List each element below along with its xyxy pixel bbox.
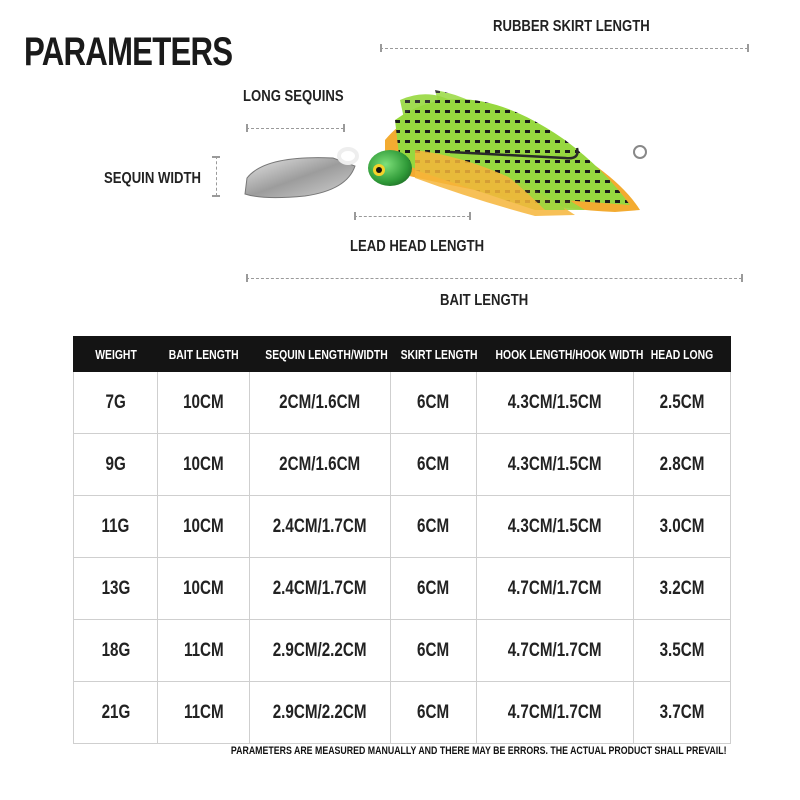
cell-bait-length: 10CM <box>158 558 250 620</box>
cell-weight: 11G <box>74 496 158 558</box>
chatterbait-lure-image <box>235 60 655 230</box>
hook-eye-icon <box>634 146 646 158</box>
sequin-width-dimension-line <box>216 156 217 196</box>
header-weight: WEIGHT <box>74 337 158 372</box>
cell-bait-length: 11CM <box>158 682 250 744</box>
dimension-tick <box>246 274 248 282</box>
cell-skirt: 6CM <box>391 496 477 558</box>
dimension-tick <box>741 274 743 282</box>
cell-head: 3.5CM <box>634 620 731 682</box>
header-skirt-length: SKIRT LENGTH <box>391 337 477 372</box>
dimension-tick <box>212 156 220 158</box>
cell-head: 2.8CM <box>634 434 731 496</box>
page-title: PARAMETERS <box>24 30 233 74</box>
snap-ring-icon <box>339 149 357 163</box>
cell-head: 3.2CM <box>634 558 731 620</box>
table-row <box>74 558 731 620</box>
cell-bait-length: 10CM <box>158 434 250 496</box>
dimension-tick <box>747 44 749 52</box>
cell-weight: 7G <box>74 372 158 434</box>
blade-icon <box>245 158 355 198</box>
cell-head: 2.5CM <box>634 372 731 434</box>
cell-sequin: 2.4CM/1.7CM <box>250 558 391 620</box>
table-row <box>74 496 731 558</box>
table-row <box>74 682 731 744</box>
cell-hook: 4.3CM/1.5CM <box>477 496 634 558</box>
header-head-long: HEAD LONG <box>634 337 731 372</box>
cell-skirt: 6CM <box>391 620 477 682</box>
cell-head: 3.0CM <box>634 496 731 558</box>
cell-sequin: 2.4CM/1.7CM <box>250 496 391 558</box>
spec-table <box>73 336 731 744</box>
disclaimer-note: PARAMETERS ARE MEASURED MANUALLY AND THERE MAY BE ERRORS. THE ACTUAL PRODUCT SHALL PREVAIL! <box>231 745 727 757</box>
long-sequins-label: LONG SEQUINS <box>243 88 344 105</box>
bait-length-label: BAIT LENGTH <box>440 292 529 309</box>
cell-skirt: 6CM <box>391 372 477 434</box>
header-sequin-length-width: SEQUIN LENGTH/WIDTH <box>250 337 391 372</box>
cell-hook: 4.7CM/1.7CM <box>477 682 634 744</box>
table-row <box>74 434 731 496</box>
cell-hook: 4.3CM/1.5CM <box>477 434 634 496</box>
dimension-tick <box>380 44 382 52</box>
header-hook-length-width: HOOK LENGTH/HOOK WIDTH <box>477 337 634 372</box>
rubber-skirt-length-label: RUBBER SKIRT LENGTH <box>493 18 650 35</box>
cell-skirt: 6CM <box>391 682 477 744</box>
rubber-skirt-dimension-line <box>380 48 748 49</box>
cell-bait-length: 10CM <box>158 372 250 434</box>
cell-sequin: 2.9CM/2.2CM <box>250 682 391 744</box>
rubber-skirt-icon <box>385 90 640 216</box>
cell-bait-length: 10CM <box>158 496 250 558</box>
cell-skirt: 6CM <box>391 558 477 620</box>
cell-hook: 4.7CM/1.7CM <box>477 558 634 620</box>
lead-head-length-label: LEAD HEAD LENGTH <box>350 238 485 255</box>
cell-hook: 4.3CM/1.5CM <box>477 372 634 434</box>
cell-hook: 4.7CM/1.7CM <box>477 620 634 682</box>
header-bait-length: BAIT LENGTH <box>158 337 250 372</box>
table-row <box>74 372 731 434</box>
cell-weight: 18G <box>74 620 158 682</box>
cell-skirt: 6CM <box>391 434 477 496</box>
cell-head: 3.7CM <box>634 682 731 744</box>
cell-sequin: 2.9CM/2.2CM <box>250 620 391 682</box>
bait-length-dimension-line <box>246 278 742 279</box>
sequin-width-label: SEQUIN WIDTH <box>104 170 201 187</box>
cell-bait-length: 11CM <box>158 620 250 682</box>
table-row <box>74 620 731 682</box>
cell-weight: 13G <box>74 558 158 620</box>
dimension-tick <box>212 195 220 197</box>
cell-sequin: 2CM/1.6CM <box>250 372 391 434</box>
cell-sequin: 2CM/1.6CM <box>250 434 391 496</box>
cell-weight: 21G <box>74 682 158 744</box>
cell-weight: 9G <box>74 434 158 496</box>
table-header-row <box>74 337 731 372</box>
